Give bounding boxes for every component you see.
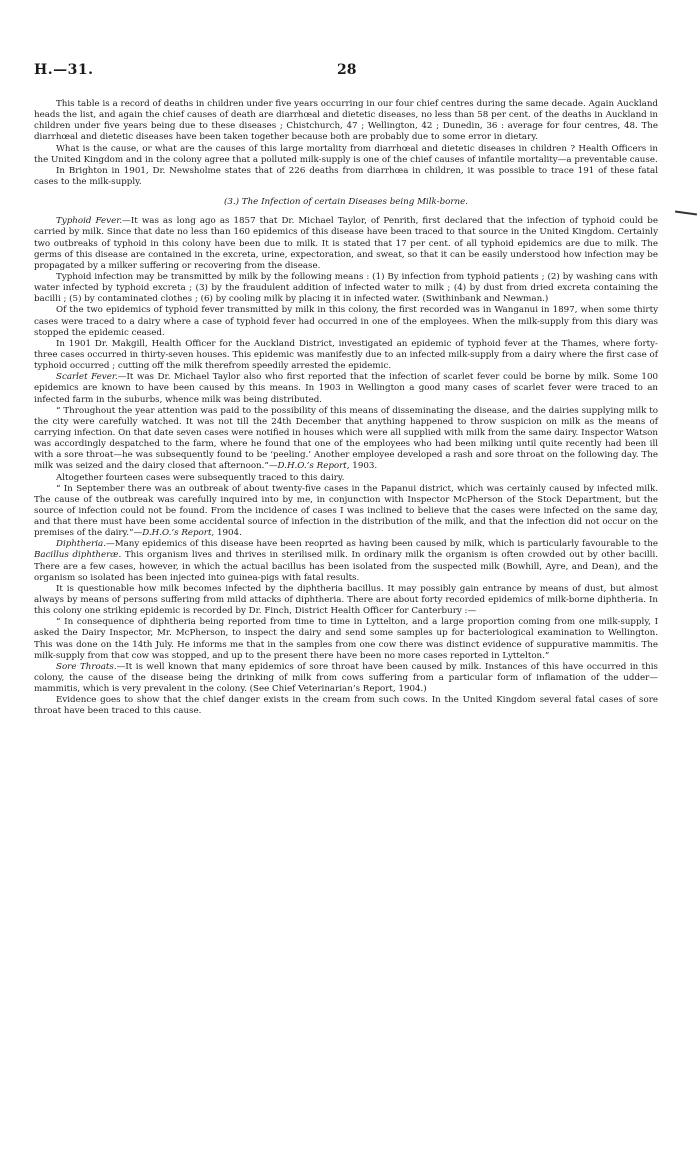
paragraph-deaths-table: This table is a record of deaths in children under five years occurring in our four chief centres during the same decade. Again Auckland heads the list, and again the chief causes of death are diarrhœal and dietetic diseases, no less than 58 per cent. of the deaths in Auckland in children under five years being due to these diseases ; Chistchurch, 47 ; Wellington, 42 ; Dunedin, 36 : average for four centres, 48. The diarrhœal and dietetic diseases have been taken together because both are probably due to some error in dietary. [34,99,658,143]
paragraph-scarlet-fever [34,372,658,405]
paragraph-brighton: In Brighton in 1901, Dr. Newsholme states that of 226 deaths from diarrhœa in children, it was possible to trace 191 of these fatal cases to the milk-supply. [34,165,658,187]
paragraph-fourteen-cases: Altogether fourteen cases were subsequently traced to this dairy. [56,472,345,483]
quote-papanui-report [34,484,658,540]
quote-text: “ Throughout the year attention was paid to the possibility of this means of disseminating the disease, and the dairies supplying milk to the city were carefully watched. It was not till the 24th December that anything happened to throw suspicion on milk as the means of carrying infection. On that date seven cases were notified in houses which were all supplied with milk from the same dairy. Inspector Watson was accordingly despatched to the farm, where he found that one of the employees who had been milking until quite recently had been ill with a sore throat—he was subsequently found to be ‘peeling.’ Another employee developed a rash and sore throat on the following day. The milk was seized and the dairy closed that afternoon.”— [34,405,658,472]
scarlet-text: —It was Dr. Michael Taylor also who first reported that the infection of scarlet fever could be borne by milk. Some 100 epidemics are known to have been caused by this means. In 1903 in Wellington a good many cases of scarlet fever were traced to an infected farm in the suburbs, whence milk was being distributed. [34,372,658,405]
paragraph-diphtheria [34,539,658,584]
paragraph-cream-danger: Evidence goes to show that the chief danger exists in the cream from such cows. In the United Kingdom several fatal cases of sore throat have been traced to this cause. [34,695,658,717]
quote-lyttelton: “ In consequence of diphtheria being reported from time to time in Lyttelton, and a large proportion coming from one milk-supply, I asked the Dairy Inspector, Mr. McPherson, to inspect the dairy and send some samples up for bacteriological examination to Wellington. This was done on the 14th July. He informs me that in the samples from one cow there was distinct evidence of suppurative mammitis. The milk-supply from that cow was stopped, and up to the present there have been no more cases reported in Lyttelton.” [34,617,658,661]
body-text [34,99,658,718]
diphtheria-text-b: This organism lives and thrives in sterilised milk. In ordinary milk the organism is often crowded out by other bacilli. There are a few cases, however, in which the actual bacillus has been isolated from the suspected milk (Bowhill, Ayre, and Dean), and the organism so isolated has been injected into guinea-pigs with fatal results. [34,550,658,583]
quote-text: “ In September there was an outbreak of about twenty-five cases in the Papanui district, which was certainly caused by infected milk. The cause of the outbreak was carefully inquired into by me, in conjunction with Inspector McPherson of the Stock Department, but the source of infection could not be found. From the incidence of cases I was inclined to believe that the cases were infected on the same day, and that there must have been some accidental source of infection in the distribution of the milk, and that the infection did not occur on the premises of the dairy.”— [34,483,658,539]
report-citation: D.H.O.’s Report, [142,528,215,539]
paragraph-cause-question: What is the cause, or what are the causes of this large mortality from diarrhœal and dietetic diseases in children ? Health Officers in the United Kingdom and in the colony agree that a polluted milk-supply is one of the chief causes of infantile mortality—a preventable cause. [34,143,658,165]
margin-mark [675,210,697,215]
paragraph-wanganui: Of the two epidemics of typhoid fever transmitted by milk in this colony, the first recorded was in Wanganui in 1897, when some thirty cases were traced to a dairy where a case of typhoid fever had occurred in one of the employees. When the milk-supply from this diary was stopped the epidemic ceased. [34,305,658,338]
paragraph-makgill: In 1901 Dr. Makgill, Health Officer for the Auckland District, investigated an epidemic of typhoid fever at the Thames, where forty-three cases occurred in thirty-seven houses. This epidemic was manifestly due to an infected milk-supply from a dairy where the first case of typhoid occurred ; cutting off the milk therefrom speedily arrested the epidemic. [34,338,658,372]
report-year: 1904. [214,528,242,539]
paragraph-typhoid-fever [34,216,658,272]
quote-wellington-report [34,406,658,473]
document-reference: H.—31. [34,62,94,78]
paragraph-sore-throats [34,662,658,695]
paragraph-diphtheria-infection: It is questionable how milk becomes infected by the diphtheria bacillus. It may possibly gain entrance by means of dust, but almost always by means of persons suffering from mild attacks of diphtheria. There are about forty recorded epidemics of milk-borne diphtheria. In this colony one striking epidemic is recorded by Dr. Finch, District Health Officer for Canterbury :— [34,583,658,617]
section-heading: (3.) The Infection of certain Diseases being Milk-borne. [223,197,469,208]
typhoid-text: —It was as long ago as 1857 that Dr. Michael Taylor, of Penrith, first declared that the infection of typhoid could be carried by milk. Since that date no less than 160 epidemics of this disease have been traced to that source in the United Kingdom. Certainly two outbreaks of typhoid in this colony have been due to milk. It is stated that 17 per cent. of all typhoid epidemics are due to milk. The germs of this disease are contained in the excreta, urine, expectoration, and sweat, so that it can be easily understood how infection may be propagated by a milker suffering or recovering from the disease. [34,216,658,271]
sore-throats-text: —It is well known that many epidemics of sore throat have been caused by milk. Instances of this have occurred in this colony, the cause of the disease being the drinking of milk from cows suffering from a particular form of inflamation of the udder—mammitis, which is very prevalent in the colony. (See Chief Veterinarian’s Report, 1904.) [34,661,658,695]
report-citation: D.H.O.’s Report, [277,461,350,472]
diphtheria-text-a: —Many epidemics of this disease have been reoprted as having been caused by milk, which is particularly favourable to the [106,539,658,550]
page-number: 28 [337,62,357,78]
scarlet-label: Scarlet Fever. [56,372,118,383]
report-year: 1903. [349,461,378,472]
bacillus-name: Bacillus diphtheræ. [34,550,122,561]
diphtheria-label: Diphtheria. [56,539,106,550]
typhoid-label: Typhoid Fever. [56,216,123,227]
paragraph-typhoid-means: Typhoid infection may be transmitted by milk by the following means : (1) By infection from typhoid patients ; (2) by washing cans with water infected by typhoid excreta ; (3) by the fraudulent addition of infected water to milk ; (4) by dust from dried excreta containing the bacilli ; (5) by contaminated clothes ; (6) by cooling milk by placing it in infected water. (Swithinbank and Newman.) [34,271,658,305]
page-header [34,62,658,82]
sore-throats-label: Sore Throats. [56,661,117,672]
